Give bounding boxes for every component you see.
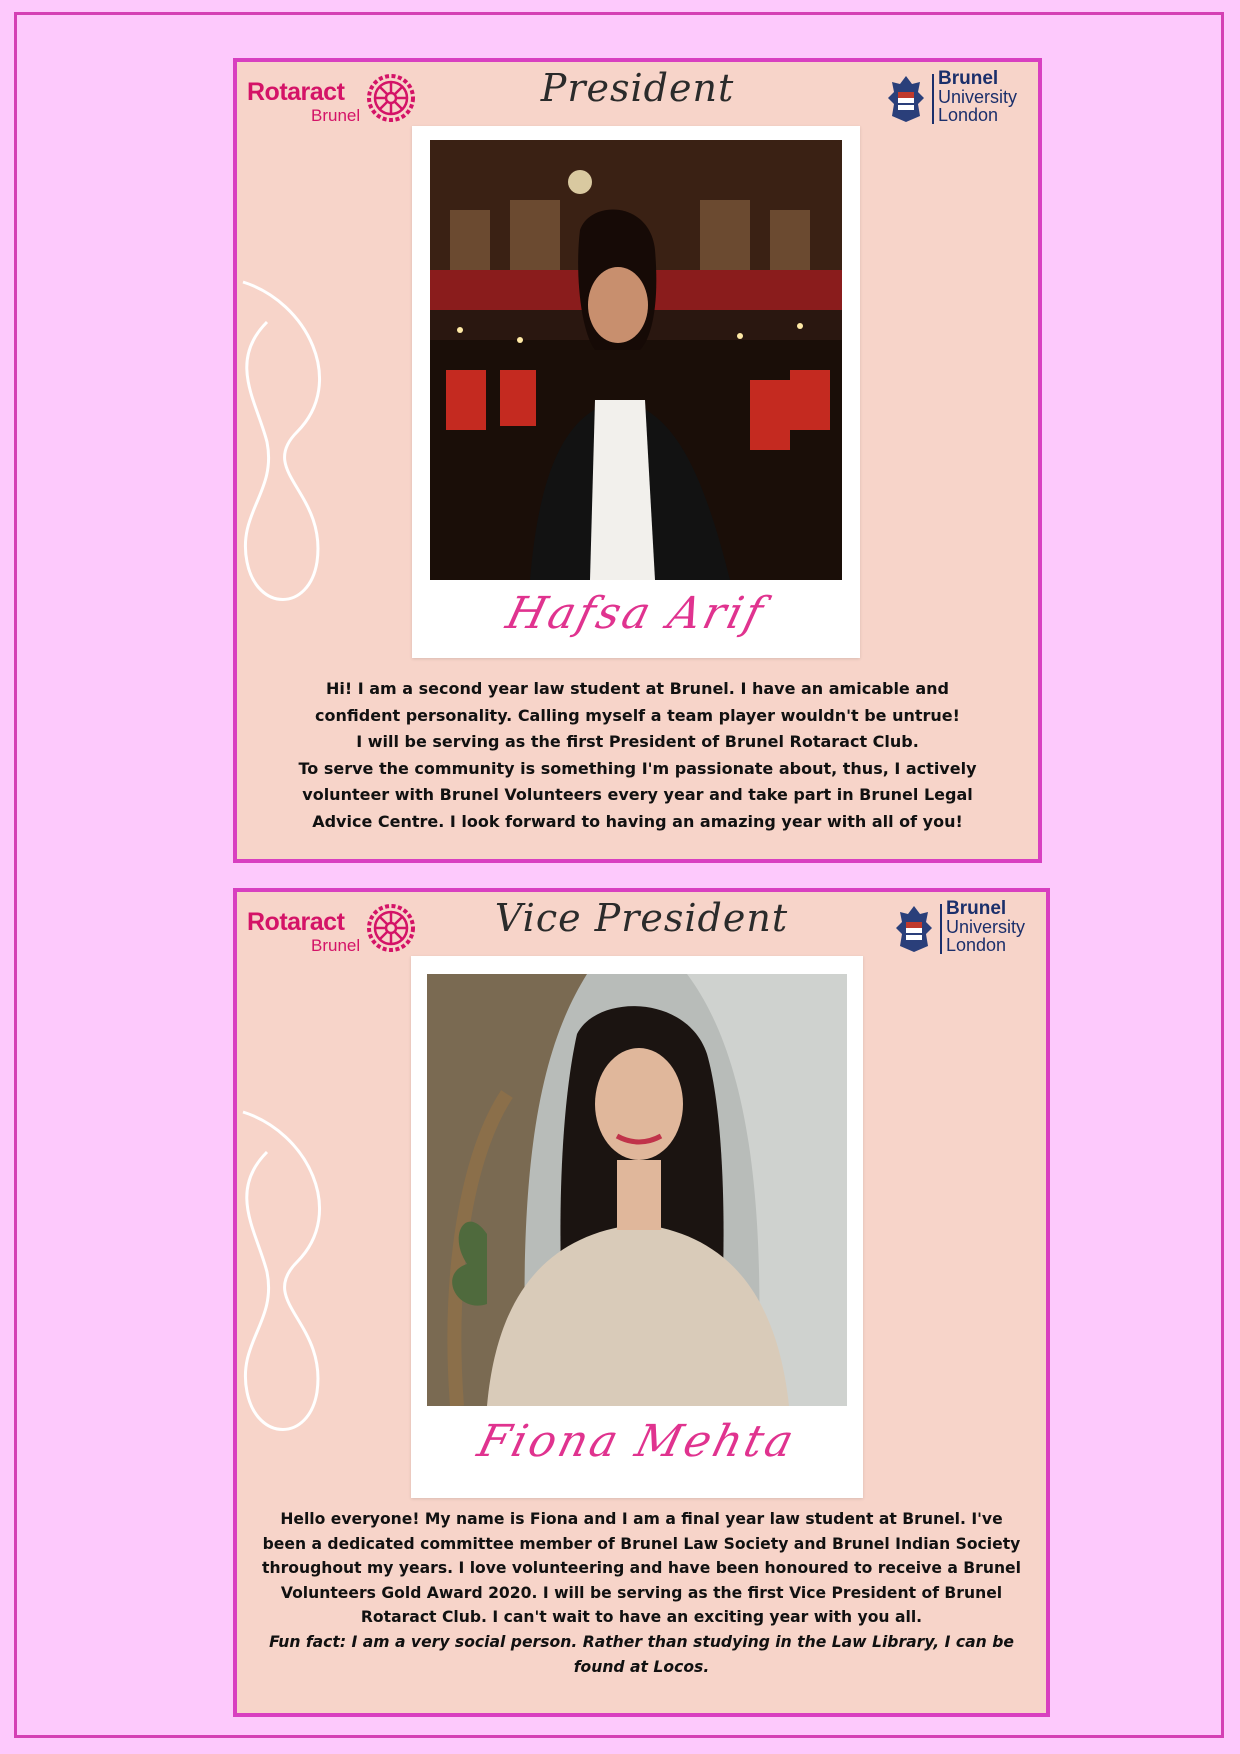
brunel-university-word: University — [946, 917, 1026, 937]
fun-fact-line: found at Locos. — [573, 1657, 710, 1676]
photo-frame — [411, 956, 863, 1498]
bio-line: Advice Centre. I look forward to having an amazing year with all of you! — [312, 811, 963, 831]
vice-president-card — [233, 888, 1050, 1717]
name-signature: Hafsa Arif — [501, 588, 771, 639]
brunel-divider — [932, 74, 934, 124]
brunel-university-logo — [884, 66, 1034, 130]
bio-line: confident personality. Calling myself a team player wouldn't be untrue! — [315, 705, 960, 725]
bio-line: Volunteers Gold Award 2020. I will be serving as the first Vice President of Brunel — [280, 1583, 1003, 1602]
bio-line: Hi! I am a second year law student at Brunel. I have an amicable and — [325, 679, 949, 698]
brunel-london-word: London — [946, 935, 1007, 955]
brunel-divider — [940, 904, 942, 954]
rotaract-club-name: Brunel — [311, 106, 361, 125]
bio-line: been a dedicated committee member of Brunel Law Society and Brunel Indian Society — [262, 1534, 1021, 1553]
role-title: President — [540, 66, 735, 110]
rotaract-wordmark: Rotaract — [247, 78, 345, 106]
decorative-swirl — [237, 262, 357, 622]
president-card — [233, 58, 1042, 863]
fun-fact-line: Fun fact: I am a very social person. Rather than studying in the Law Library, I can be — [269, 1632, 1014, 1651]
role-title: Vice President — [494, 896, 789, 940]
brunel-crest-icon — [884, 72, 928, 126]
brunel-london-word: London — [938, 105, 999, 125]
rotaract-wordmark: Rotaract — [247, 908, 345, 936]
brunel-crest-icon — [892, 902, 936, 956]
bio-text — [245, 1507, 1038, 1679]
bio-line: volunteer with Brunel Volunteers every year and take part in Brunel Legal — [302, 785, 973, 804]
brunel-name: Brunel — [938, 68, 999, 89]
photo-frame — [412, 126, 860, 658]
bio-line: throughout my years. I love volunteering and have been honoured to receive a Brunel — [262, 1559, 1021, 1578]
brunel-university-word: University — [938, 87, 1018, 107]
brunel-university-logo — [892, 896, 1042, 960]
bio-line: I will be serving as the first President of Brunel Rotaract Club. — [356, 732, 919, 751]
decorative-swirl — [237, 1092, 357, 1452]
rotaract-club-name: Brunel — [311, 936, 361, 955]
bio-line: Hello everyone! My name is Fiona and I am a final year law student at Brunel. I've — [280, 1510, 1003, 1528]
brunel-name: Brunel — [946, 898, 1007, 919]
vice-president-photo — [427, 974, 847, 1406]
president-photo — [430, 140, 842, 580]
bio-line: To serve the community is something I'm passionate about, thus, I actively — [298, 758, 977, 778]
bio-line: Rotaract Club. I can't wait to have an exciting year with you all. — [360, 1608, 923, 1627]
name-signature: Fiona Mehta — [472, 1416, 802, 1467]
bio-text — [245, 676, 1030, 835]
